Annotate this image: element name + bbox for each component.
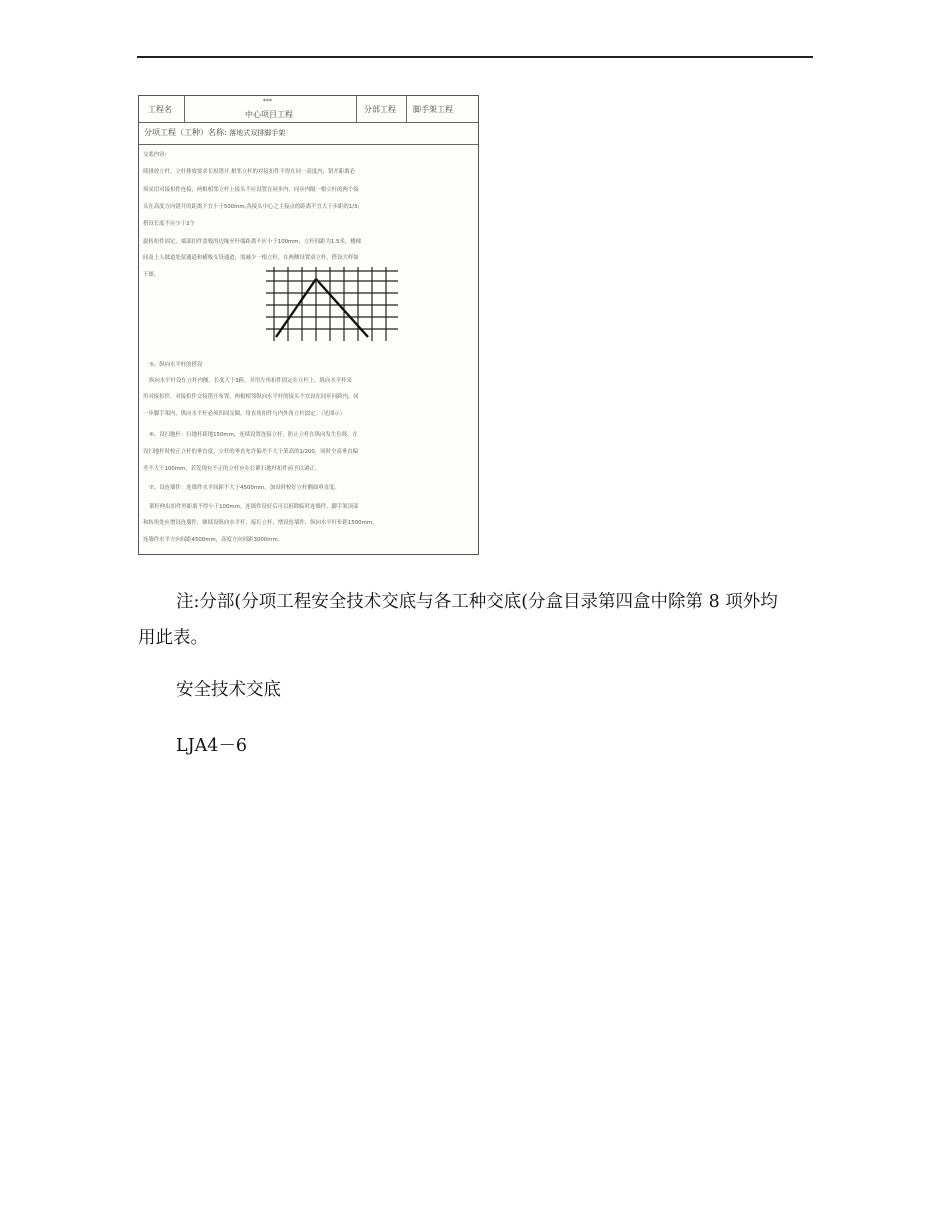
paragraph-2: 须采用对接扣件连接，两根相邻立杆上接头不应设置在同步内，同步内隔一根立杆的两个接 [143, 187, 359, 193]
diagram-diagonal-brace [276, 279, 316, 337]
header-rule [137, 56, 813, 58]
subitem-label [144, 127, 285, 138]
paragraph-5: 旋转扣件固定，端部扣件盖板的边缘至杆端距离不应小于100mm，立杆间距为1.5米，楼梯 [143, 239, 362, 245]
paragraph-14: 差不大于100mm，若发现有不正的立杆应在打紧扫地杆扣件前予以调正。 [143, 466, 321, 472]
paragraph-11: 一步脚手架内，纵向水平杆必须四周交圈，用直角扣件与内外角立杆固定。（见图示） [143, 411, 346, 417]
subitem-value: 落地式双排脚手架 [229, 129, 286, 137]
paragraph-18: 连墙件水平方向间距4500mm，高度方向间距3000mm。 [143, 537, 284, 543]
paragraph-9: 纵向水平杆设在立杆内侧，长度大于3跨，并用左角扣件固定在立杆上。纵向水平杆采 [149, 378, 352, 384]
paragraph-13: 设扫地杆时校正立杆的垂直度，立杆的垂直允许偏差不大于架高的1/200，同时全高垂直偏 [143, 449, 358, 455]
division-value-cell [407, 96, 478, 122]
project-label-cell [139, 96, 185, 122]
paragraph-12: ⑥、设扫地杆：扫地杆距地150mm，连续设置连接立杆，防止立杆在纵向发生位移，在 [149, 432, 358, 438]
division-value: 脚手架工程 [413, 105, 453, 114]
paragraph-17: 和转角处应增设连墙件，继续设纵向水平杆，接长立杆，增设连墙件，纵向水平杆步距1500mm， [143, 520, 378, 526]
paragraph-15: ⑦、设连墙件：连墙件水平间距不大于4500mm，加设时校好立杆侧面垂直度。 [149, 485, 340, 491]
paragraph-3: 头在高度方向错开的距离不宜小于500mm,各接头中心之主接点的距离不宜大于步距的1/3; [143, 204, 360, 210]
paragraph-7: 下图。 [143, 272, 160, 278]
paragraph-6: 间及上人坡道处留通道和横板支设通道，需减少一根立杆，在两侧设置双立杆，搭设大样如 [143, 255, 359, 261]
form-header-row [139, 96, 478, 123]
project-stars: *** [263, 98, 272, 105]
project-value: 中心项目工程 [245, 110, 293, 119]
division-label: 分部工程 [364, 105, 396, 114]
project-label: 工程名 [148, 105, 172, 114]
form-code: LJA4－6 [176, 736, 248, 756]
paragraph-16: 架杆伸出扣件外距离不得小于100mm。连墙件设好后可以拆除临时连墙件，脚手架顶部 [149, 504, 359, 510]
subitem-row [139, 122, 478, 145]
paragraph-1: 续排放立杆、立杆排放要求长短错开,相邻立杆的对接扣件不得在同一高度内，错开距离必 [143, 169, 355, 175]
diagram-diagonal-brace [316, 279, 368, 337]
scaffold-diagram [266, 267, 398, 341]
paragraph-10: 用对接扣件，对接扣件交接错开布置，两根相邻纵向水平杆的接头不宜设在同步同跨内。同 [143, 394, 359, 400]
note-line-2: 用此表。 [138, 628, 208, 648]
project-value-cell [185, 96, 357, 122]
paragraph-0: 交底内容: [143, 152, 167, 158]
paragraph-8: ⑤、纵向水平杆的搭设 [149, 362, 203, 368]
note-line-1: 注:分部(分项工程安全技术交底与各工种交底(分盒目录第四盒中除第 8 项外均 [176, 592, 778, 612]
section-heading: 安全技术交底 [176, 680, 281, 700]
division-label-cell [357, 96, 407, 122]
paragraph-4: 搭设长度不应少于2个 [143, 221, 195, 227]
scanned-disclosure-form [138, 95, 479, 555]
subitem-label-text: 分项工程（工种）名称: [144, 128, 227, 137]
